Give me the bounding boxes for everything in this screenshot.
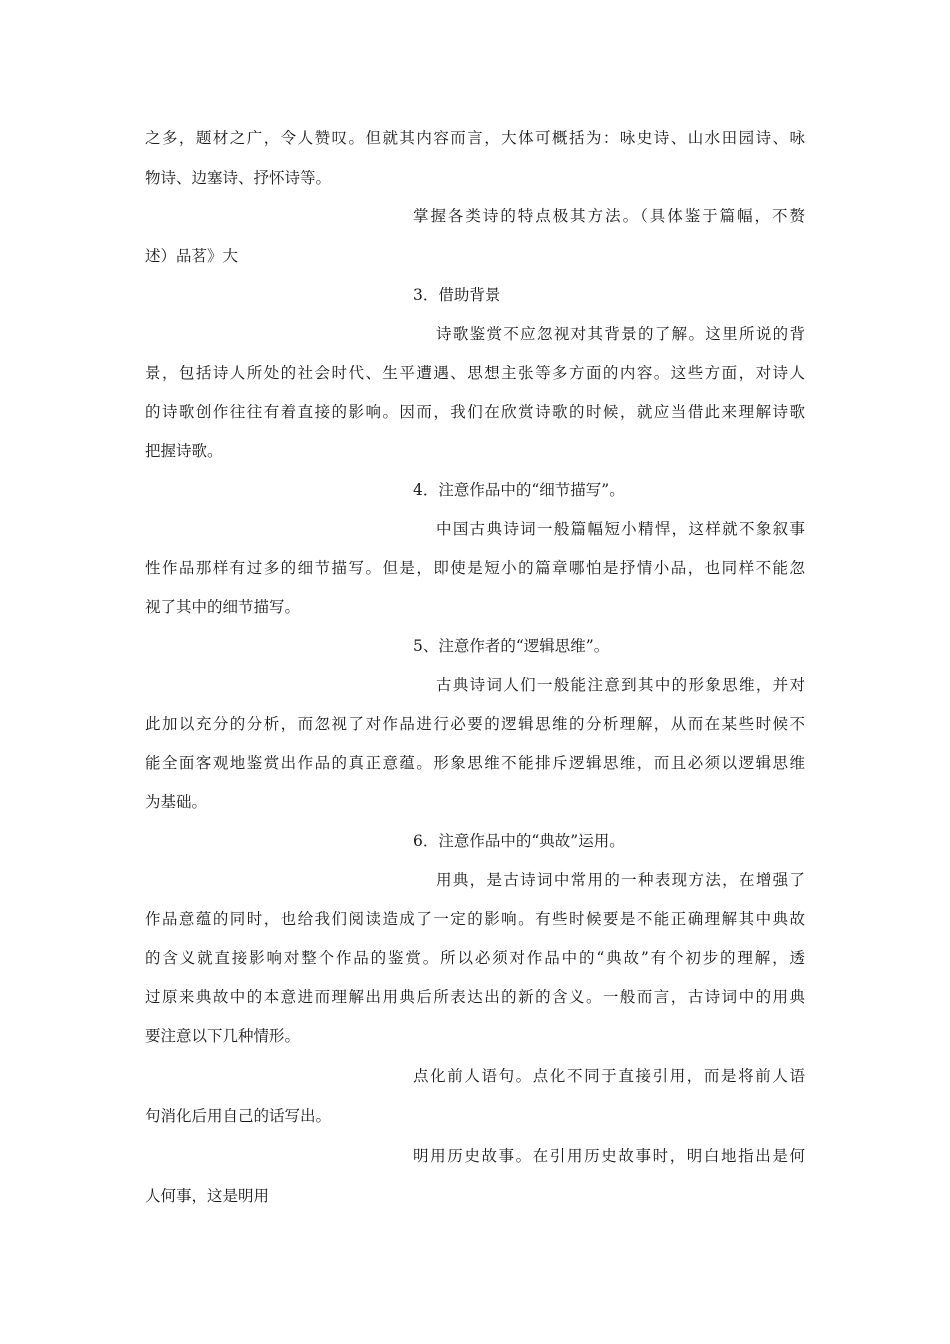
text-line: 之多，题材之广，令人赞叹。但就其内容而言，大体可概括为：咏史诗、山水田园诗、咏	[145, 129, 805, 147]
text-line: 视了其中的细节描写。	[145, 598, 301, 616]
text-line: 物诗、边塞诗、抒怀诗等。	[145, 169, 332, 187]
text-line: 景，包括诗人所处的社会时代、生平遭遇、思想主张等多方面的内容。这些方面，对诗人	[145, 364, 805, 382]
section-heading: 5、注意作者的“逻辑思维”。	[413, 637, 610, 655]
text-line: 作品意蕴的同时，也给我们阅读造成了一定的影响。有些时候要是不能正确理解其中典故	[145, 910, 805, 928]
text-line: 过原来典故中的本意进而理解出用典后所表达出的新的含义。一般而言，古诗词中的用典	[145, 988, 805, 1006]
section-heading: 6．注意作品中的“典故”运用。	[413, 832, 625, 850]
text-line: 诗歌鉴赏不应忽视对其背景的了解。这里所说的背	[436, 325, 805, 343]
text-line: 述）品茗》大	[145, 247, 239, 265]
text-line: 句消化后用自己的话写出。	[145, 1107, 332, 1125]
text-line: 明用历史故事。在引用历史故事时，明白地指出是何	[413, 1147, 805, 1165]
text-line: 能全面客观地鉴赏出作品的真正意蕴。形象思维不能排斥逻辑思维，而且必须以逻辑思维	[145, 754, 805, 772]
text-line: 要注意以下几种情形。	[145, 1027, 301, 1045]
text-line: 掌握各类诗的特点极其方法。（具体鉴于篇幅，不赘	[413, 207, 805, 225]
text-line: 的诗歌创作往往有着直接的影响。因而，我们在欣赏诗歌的时候，就应当借此来理解诗歌	[145, 403, 805, 421]
text-line: 点化前人语句。点化不同于直接引用，而是将前人语	[413, 1067, 805, 1085]
text-line: 古典诗词人们一般能注意到其中的形象思维，并对	[436, 676, 805, 694]
text-line: 此加以充分的分析，而忽视了对作品进行必要的逻辑思维的分析理解，从而在某些时候不	[145, 715, 805, 733]
text-line: 用典，是古诗词中常用的一种表现方法，在增强了	[436, 871, 805, 889]
section-heading: 4．注意作品中的“细节描写”。	[413, 481, 625, 499]
text-line: 把握诗歌。	[145, 442, 223, 460]
text-line: 人何事，这是明用	[145, 1187, 270, 1205]
section-heading: 3．借助背景	[413, 286, 501, 304]
text-line: 的含义就直接影响对整个作品的鉴赏。所以必须对作品中的“典故”有个初步的理解，透	[145, 949, 805, 967]
text-line: 为基础。	[145, 793, 208, 811]
text-line: 性作品那样有过多的细节描写。但是，即使是短小的篇章哪怕是抒情小品，也同样不能忽	[145, 559, 805, 577]
text-line: 中国古典诗词一般篇幅短小精悍，这样就不象叙事	[436, 520, 805, 538]
